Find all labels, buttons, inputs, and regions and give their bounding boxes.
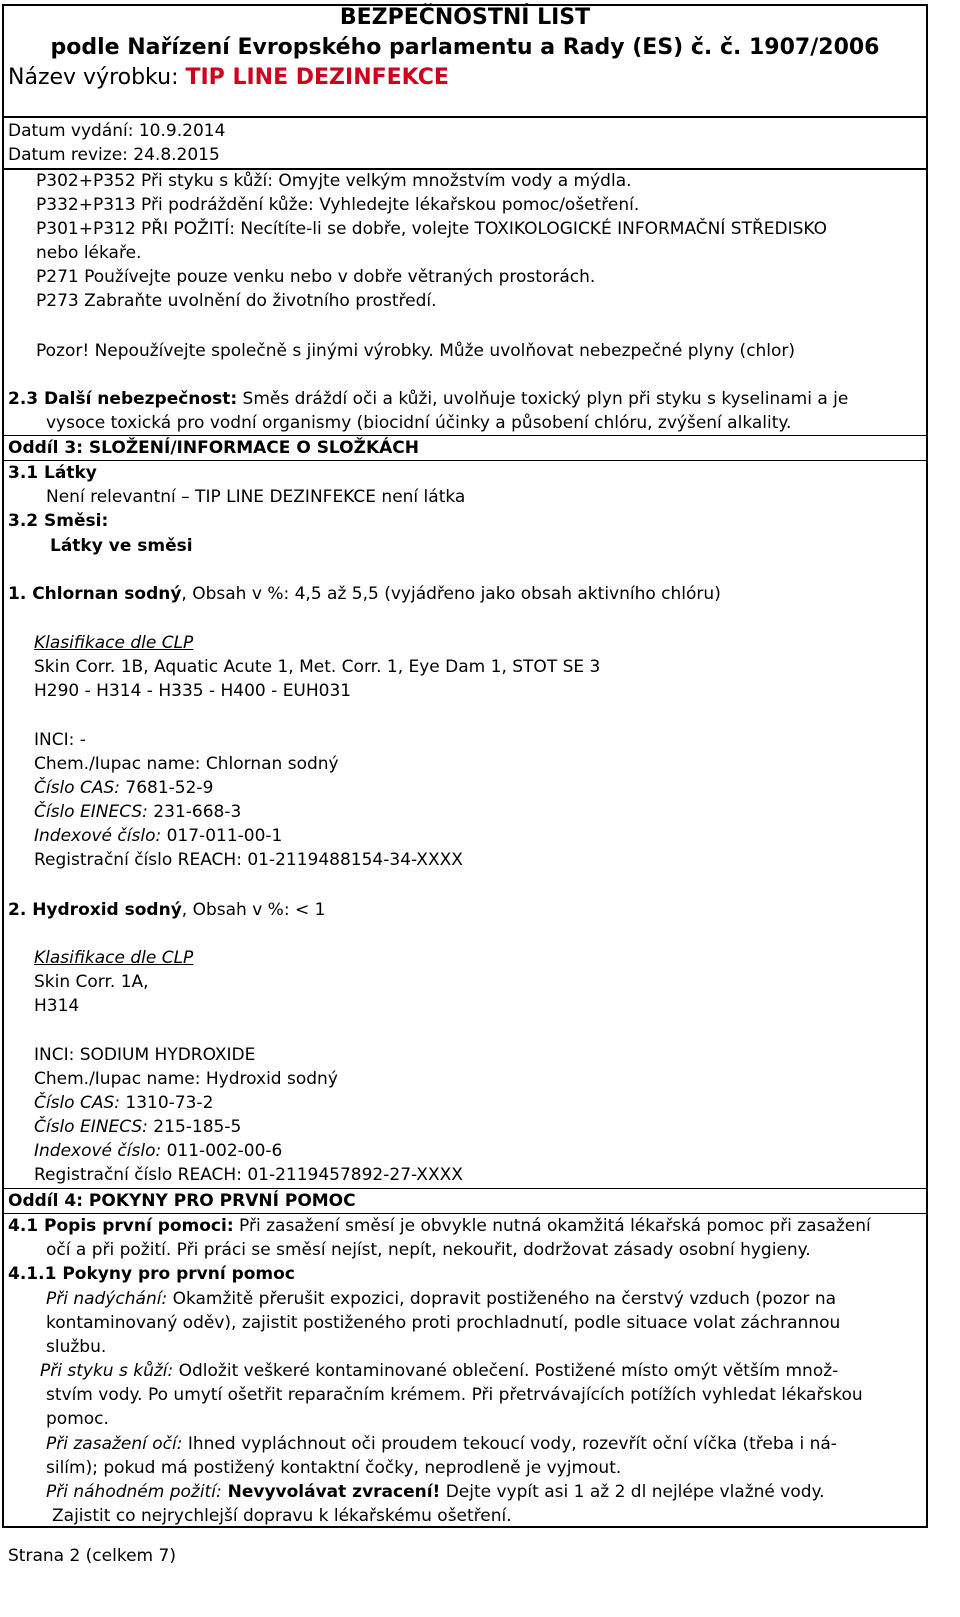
cas-label: Číslo CAS: [34,778,120,798]
einecs-value: 215-185-5 [147,1117,242,1137]
warning-text: Pozor! Nepoužívejte společně s jinými výrobky. Může uvolňovat nebezpečné plyny (chlor) [36,341,796,361]
revision-date: Datum revize: 24.8.2015 [8,145,220,165]
substance-1-name: 1. Chlornan sodný [8,584,182,604]
substance-2-content: , Obsah v %: < 1 [181,900,326,920]
eye-contact-text: Ihned vypláchnout oči proudem tekoucí vody, rozevřít oční víčka (třeba i ná- [182,1434,837,1454]
section-divider [2,1188,928,1189]
cas-label: Číslo CAS: [34,1093,120,1113]
index-label: Indexové číslo: [34,826,162,846]
index-label: Indexové číslo: [34,1141,162,1161]
einecs-number [34,1116,241,1138]
subsection-4-1-text: Při zasažení směsí je obvykle nutná okamžitá lékařská pomoc při zasažení [233,1216,871,1236]
header-divider [2,116,928,118]
skin-contact-line-3: pomoc. [46,1409,109,1429]
inhalation-line-1 [46,1288,836,1310]
inci: INCI: - [34,730,86,750]
precaution-line: P271 Používejte pouze venku nebo v dobře větraných prostorách. [36,267,596,287]
inhalation-text: Okamžitě přerušit expozici, dopravit postiženého na čerstvý vzduch (pozor na [167,1289,837,1309]
cas-value: 1310-73-2 [120,1093,214,1113]
clp-h-statements: H290 - H314 - H335 - H400 - EUH031 [34,681,352,701]
hazard-2-3-text: Směs dráždí oči a kůži, uvolňuje toxický plyn při styku s kyselinami a je [237,389,849,409]
inhalation-line-3: službu. [46,1337,107,1357]
substance-2-header [8,899,325,921]
subsection-3-2: 3.2 Směsi: [8,511,109,531]
iupac-name: Chem./Iupac name: Hydroxid sodný [34,1069,338,1089]
section-4-heading: Oddíl 4: POKYNY PRO PRVNÍ POMOC [8,1191,356,1211]
subsection-4-1-line-2: očí a při požití. Při práci se směsí nejíst, nepít, nekouřit, dodržovat zásady osobní hygieny. [46,1240,811,1260]
precaution-line: P332+P313 Při podráždění kůže: Vyhledejte lékařskou pomoc/ošetření. [36,195,640,215]
iupac-name: Chem./Iupac name: Chlornan sodný [34,754,339,774]
ingestion-warning: Nevyvolávat zvracení! [221,1482,441,1502]
cas-value: 7681-52-9 [120,778,214,798]
index-number [34,825,282,847]
subsection-3-1: 3.1 Látky [8,463,97,483]
document-title: BEZPEČNOSTNÍ LIST [339,5,591,30]
index-value: 017-011-00-1 [161,826,283,846]
subsection-3-1-text: Není relevantní – TIP LINE DEZINFEKCE není látka [46,487,466,507]
clp-h-statements: H314 [34,996,80,1016]
hazard-2-3-line-2: vysoce toxická pro vodní organismy (biocidní účinky a působení chlóru, zvýšení alkality. [46,413,792,433]
eye-contact-line-2: silím); pokud má postižený kontaktní čočky, neprodleně je vyjmout. [46,1458,622,1478]
precaution-line: P301+P312 PŘI POŽITÍ: Necítíte-li se dobře, volejte TOXIKOLOGICKÉ INFORMAČNÍ STŘEDISKO [36,219,828,239]
page-number: Strana 2 (celkem 7) [8,1546,176,1566]
section-divider [2,1213,928,1214]
section-divider [2,460,928,461]
cas-number [34,1092,213,1114]
product-name: TIP LINE DEZINFEKCE [185,65,449,90]
reach-number: Registrační číslo REACH: 01-2119457892-27-XXXX [34,1165,463,1185]
skin-contact-line-2: stvím vody. Po umytí ošetřit reparačním krémem. Při přetrvávajících potížích vyhledat lékařskou [46,1385,863,1405]
cas-number [34,777,213,799]
hazard-2-3-line-1 [8,388,848,410]
subsection-3-2-text: Látky ve směsi [50,536,193,556]
subsection-4-1-line-1 [8,1215,871,1237]
einecs-label: Číslo EINECS: [34,1117,148,1137]
index-value: 011-002-00-6 [161,1141,283,1161]
hazard-2-3-label: 2.3 Další nebezpečnost: [8,389,238,409]
ingestion-text: Dejte vypít asi 1 až 2 dl nejlépe vlažné vody. [440,1482,825,1502]
issue-date: Datum vydání: 10.9.2014 [8,121,226,141]
einecs-number [34,801,241,823]
ingestion-line-2: Zajistit co nejrychlejší dopravu k lékařskému ošetření. [52,1506,512,1526]
clp-classification: Skin Corr. 1B, Aquatic Acute 1, Met. Corr. 1, Eye Dam 1, STOT SE 3 [34,657,601,677]
ingestion-line-1 [46,1481,825,1503]
clp-label: Klasifikace dle CLP [34,948,194,968]
einecs-label: Číslo EINECS: [34,802,148,822]
substance-2-name: 2. Hydroxid sodný [8,900,182,920]
product-line [8,67,449,89]
inhalation-label: Při nadýchání: [46,1289,168,1309]
precaution-line: P302+P352 Při styku s kůží: Omyjte velkým množstvím vody a mýdla. [36,171,632,191]
subsection-4-1-1: 4.1.1 Pokyny pro první pomoc [8,1264,295,1284]
substance-1-content: , Obsah v %: 4,5 až 5,5 (vyjádřeno jako obsah aktivního chlóru) [181,584,721,604]
regulation-line: podle Nařízení Evropského parlamentu a Rady (ES) č. č. 1907/2006 [50,35,880,60]
clp-label: Klasifikace dle CLP [34,633,194,653]
precaution-line: P273 Zabraňte uvolnění do životního prostředí. [36,291,437,311]
product-label: Název výrobku: [8,65,179,90]
inhalation-line-2: kontaminovaný oděv), zajistit postiženého proti prochladnutí, podle situace volat záchrannou [46,1313,841,1333]
index-number [34,1140,282,1162]
skin-contact-text: Odložit veškeré kontaminované oblečení. Postižené místo omýt větším množ- [173,1361,839,1381]
inci: INCI: SODIUM HYDROXIDE [34,1045,256,1065]
section-divider [2,435,928,436]
ingestion-label: Při náhodném požití: [46,1482,222,1502]
section-3-heading: Oddíl 3: SLOŽENÍ/INFORMACE O SLOŽKÁCH [8,438,419,458]
precaution-line: nebo lékaře. [36,243,142,263]
clp-classification: Skin Corr. 1A, [34,972,149,992]
eye-contact-label: Při zasažení očí: [46,1434,183,1454]
skin-contact-label: Při styku s kůží: [40,1361,174,1381]
eye-contact-line-1 [46,1433,837,1455]
skin-contact-line-1 [40,1360,838,1382]
substance-1-header [8,583,721,605]
einecs-value: 231-668-3 [147,802,242,822]
reach-number: Registrační číslo REACH: 01-2119488154-34-XXXX [34,850,463,870]
subsection-4-1-label: 4.1 Popis první pomoci: [8,1216,234,1236]
